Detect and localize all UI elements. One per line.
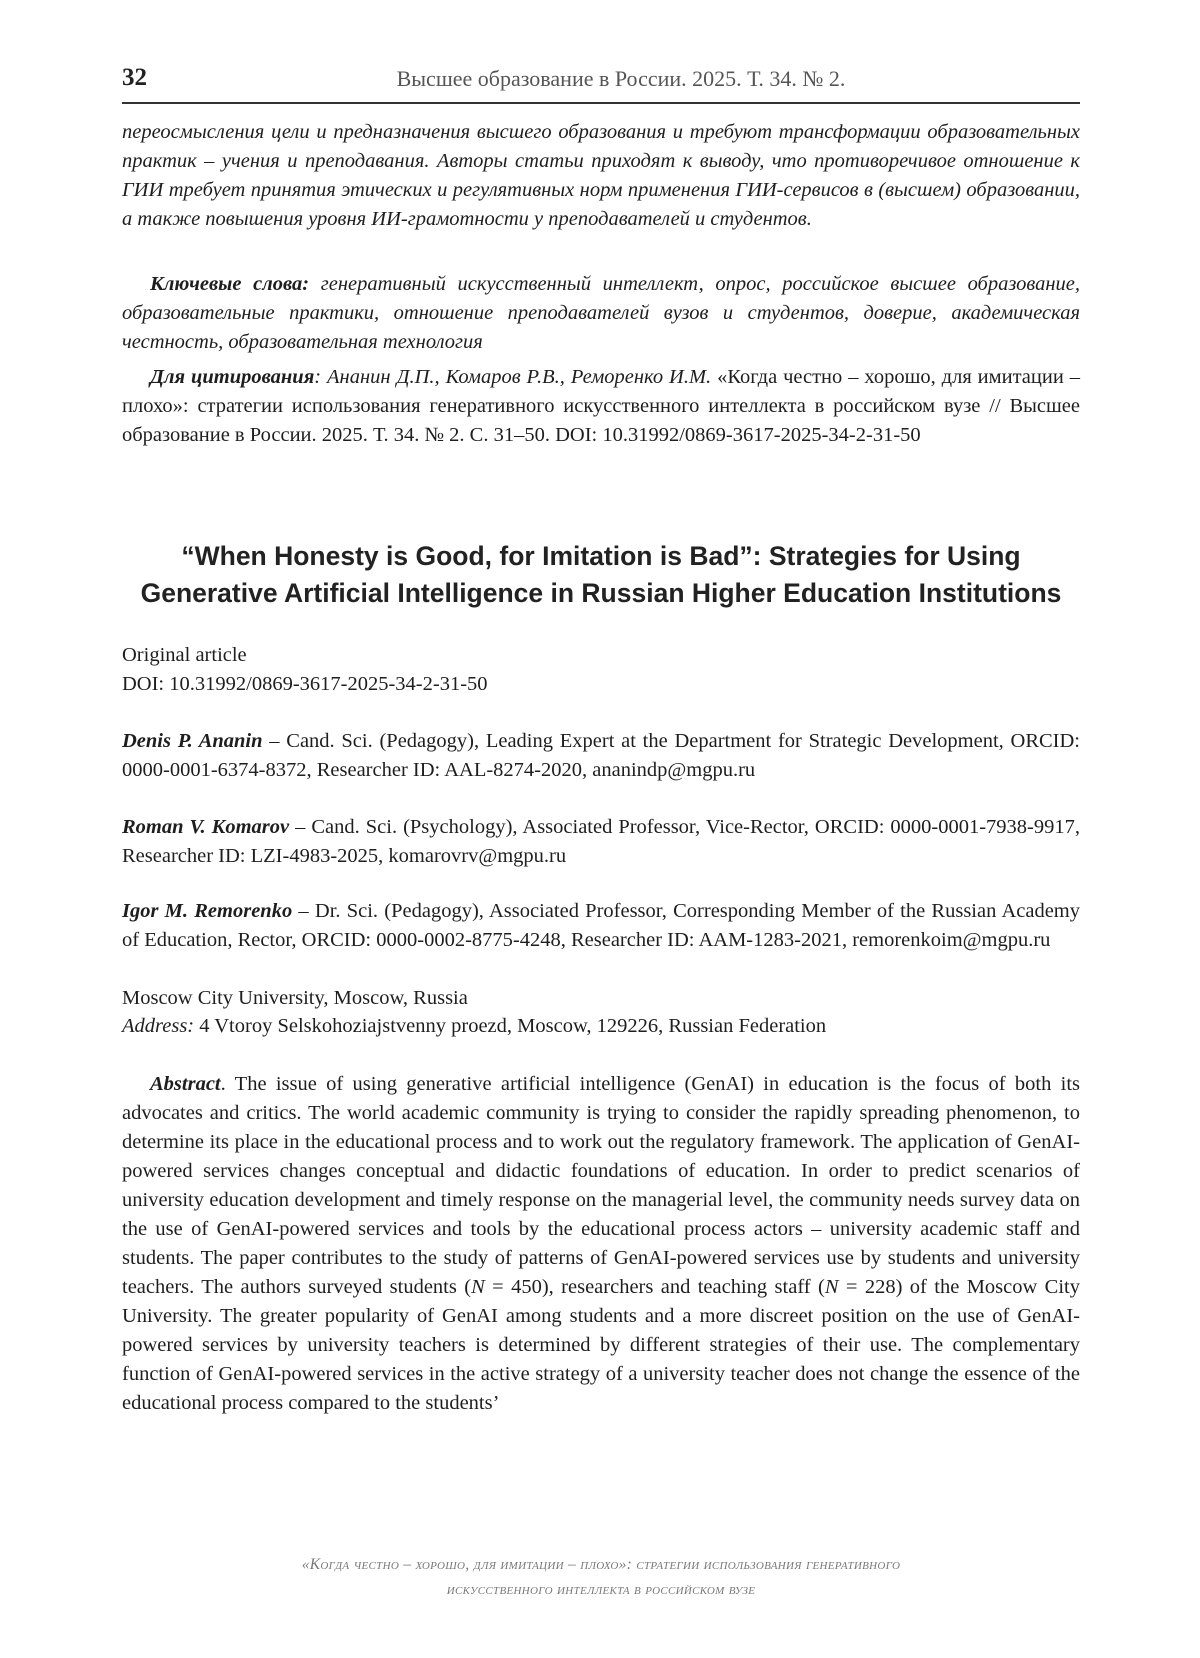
author-details: – Cand. Sci. (Psychology), Associated Professor, Vice-Rector, ORCID: 0000-0001-7938-9917, Researcher ID: LZI-4983-2025, komarovrv@mgpu.ru [122,816,1081,867]
abstract-ru-continuation: переосмысления цели и предназначения высшего образования и требуют трансформации образовательных практик – учения и преподавания. Авторы статьи приходят к выводу, что противоречивое отношение к ГИИ требует принятия этических и регулятивных норм применения ГИИ-сервисов в (высшем) образовании, а также повышения уровня ИИ-грамотности у преподавателей и студентов. [122,121,1080,230]
abstract-en [122,1070,1080,1418]
article-meta [122,641,1080,699]
address-label: Address: [122,1015,195,1037]
article-doi: DOI: 10.31992/0869-3617-2025-34-2-31-50 [122,673,488,695]
abstract-en-text: . The issue of using generative artificial intelligence (GenAI) in education is the focus of both its advocates and critics. The world academic community is trying to consider the rapidly spreading phenomenon, to determine its place in the educational process and to work out the regulatory framework. The application of GenAI-powered services changes conceptual and didactic foundations of education. In order to predict scenarios of university education development and timely response on the managerial level, the community needs survey data on the use of GenAI-powered services and tools by the educational process actors – university academic staff and students. The paper contributes to the study of patterns of GenAI-powered services use by students and university teachers. The authors surveyed students ( [122,1073,1080,1298]
abstract-en-text: = 450), researchers and teaching staff ( [484,1276,825,1298]
author-name: Igor M. Remorenko [122,900,293,922]
author-entry [122,727,1080,785]
affiliation: Moscow City University, Moscow, Russia [122,987,468,1009]
sample-size-var: N [471,1276,485,1298]
running-head: Высшее образование в России. 2025. Т. 34. № 2. [396,66,846,91]
citation-ru-label: Для цитирования [150,366,315,388]
keywords-ru-label: Ключевые слова: [150,273,310,295]
address-text: 4 Vtoroy Selskohoziajstvenny proezd, Moscow, 129226, Russian Federation [194,1015,827,1037]
page-number: 32 [122,64,147,91]
citation-ru [122,363,1080,450]
sample-size-var: N [824,1276,839,1298]
author-name: Denis P. Ananin [122,730,263,752]
abstract-en-text: = 228) of the Moscow City University. The greater popularity of GenAI among students and a more discreet position on the use of GenAI-powered services by university teachers is determined by different strategies of their use. The complementary function of GenAI-powered services in the active strategy of a university teacher does not change the essence of the educational process compared to the students’ [122,1276,1081,1414]
keywords-ru [122,270,1080,357]
author-entry [122,897,1080,955]
author-details: – Dr. Sci. (Pedagogy), Associated Professor, Corresponding Member of the Russian Academy of Education, Rector, ORCID: 0000-0002-8775-4248, Researcher ID: AAM-1283-2021, remorenkoim@mgpu.ru [122,900,1080,951]
author-entry [122,813,1080,871]
running-footer [122,1552,1080,1602]
citation-ru-text: «Когда честно – хорошо, для имитации – плохо»: стратегии использования генеративного искусственного интеллекта в российском вузе // Высшее образование в России. 2025. Т. 34. № 2. С. 31–50. DOI: 10.31992/0869-3617-2025-34-2-31-50 [122,366,1080,446]
footer-line: «Когда честно – хорошо, для имитации – плохо»: стратегии использования генеративного [301,1556,901,1573]
article-title-en: “When Honesty is Good, for Imitation is Bad”: Strategies for Using Generative Artificial Intelligence in Russian Higher Education Institutions [140,541,1062,608]
author-name: Roman V. Komarov [122,816,290,838]
keywords-ru-text: генеративный искусственный интеллект, опрос, российское высшее образование, образовательные практики, отношение преподавателей вузов и студентов, доверие, академическая честность, образовательная технология [122,273,1080,353]
header-divider [122,102,1080,104]
article-type: Original article [122,644,247,666]
address [122,1012,1080,1041]
footer-line: искусственного интеллекта в российском вузе [446,1581,756,1598]
page-header [122,60,1080,100]
author-details: – Cand. Sci. (Pedagogy), Leading Expert at the Department for Strategic Development, ORCID: 0000-0001-6374-8372, Researcher ID: AAL-8274-2020, ananindp@mgpu.ru [122,730,1080,781]
citation-ru-authors: : Ананин Д.П., Комаров Р.В., Реморенко И.М. [314,366,718,388]
abstract-en-label: Abstract [150,1073,221,1095]
